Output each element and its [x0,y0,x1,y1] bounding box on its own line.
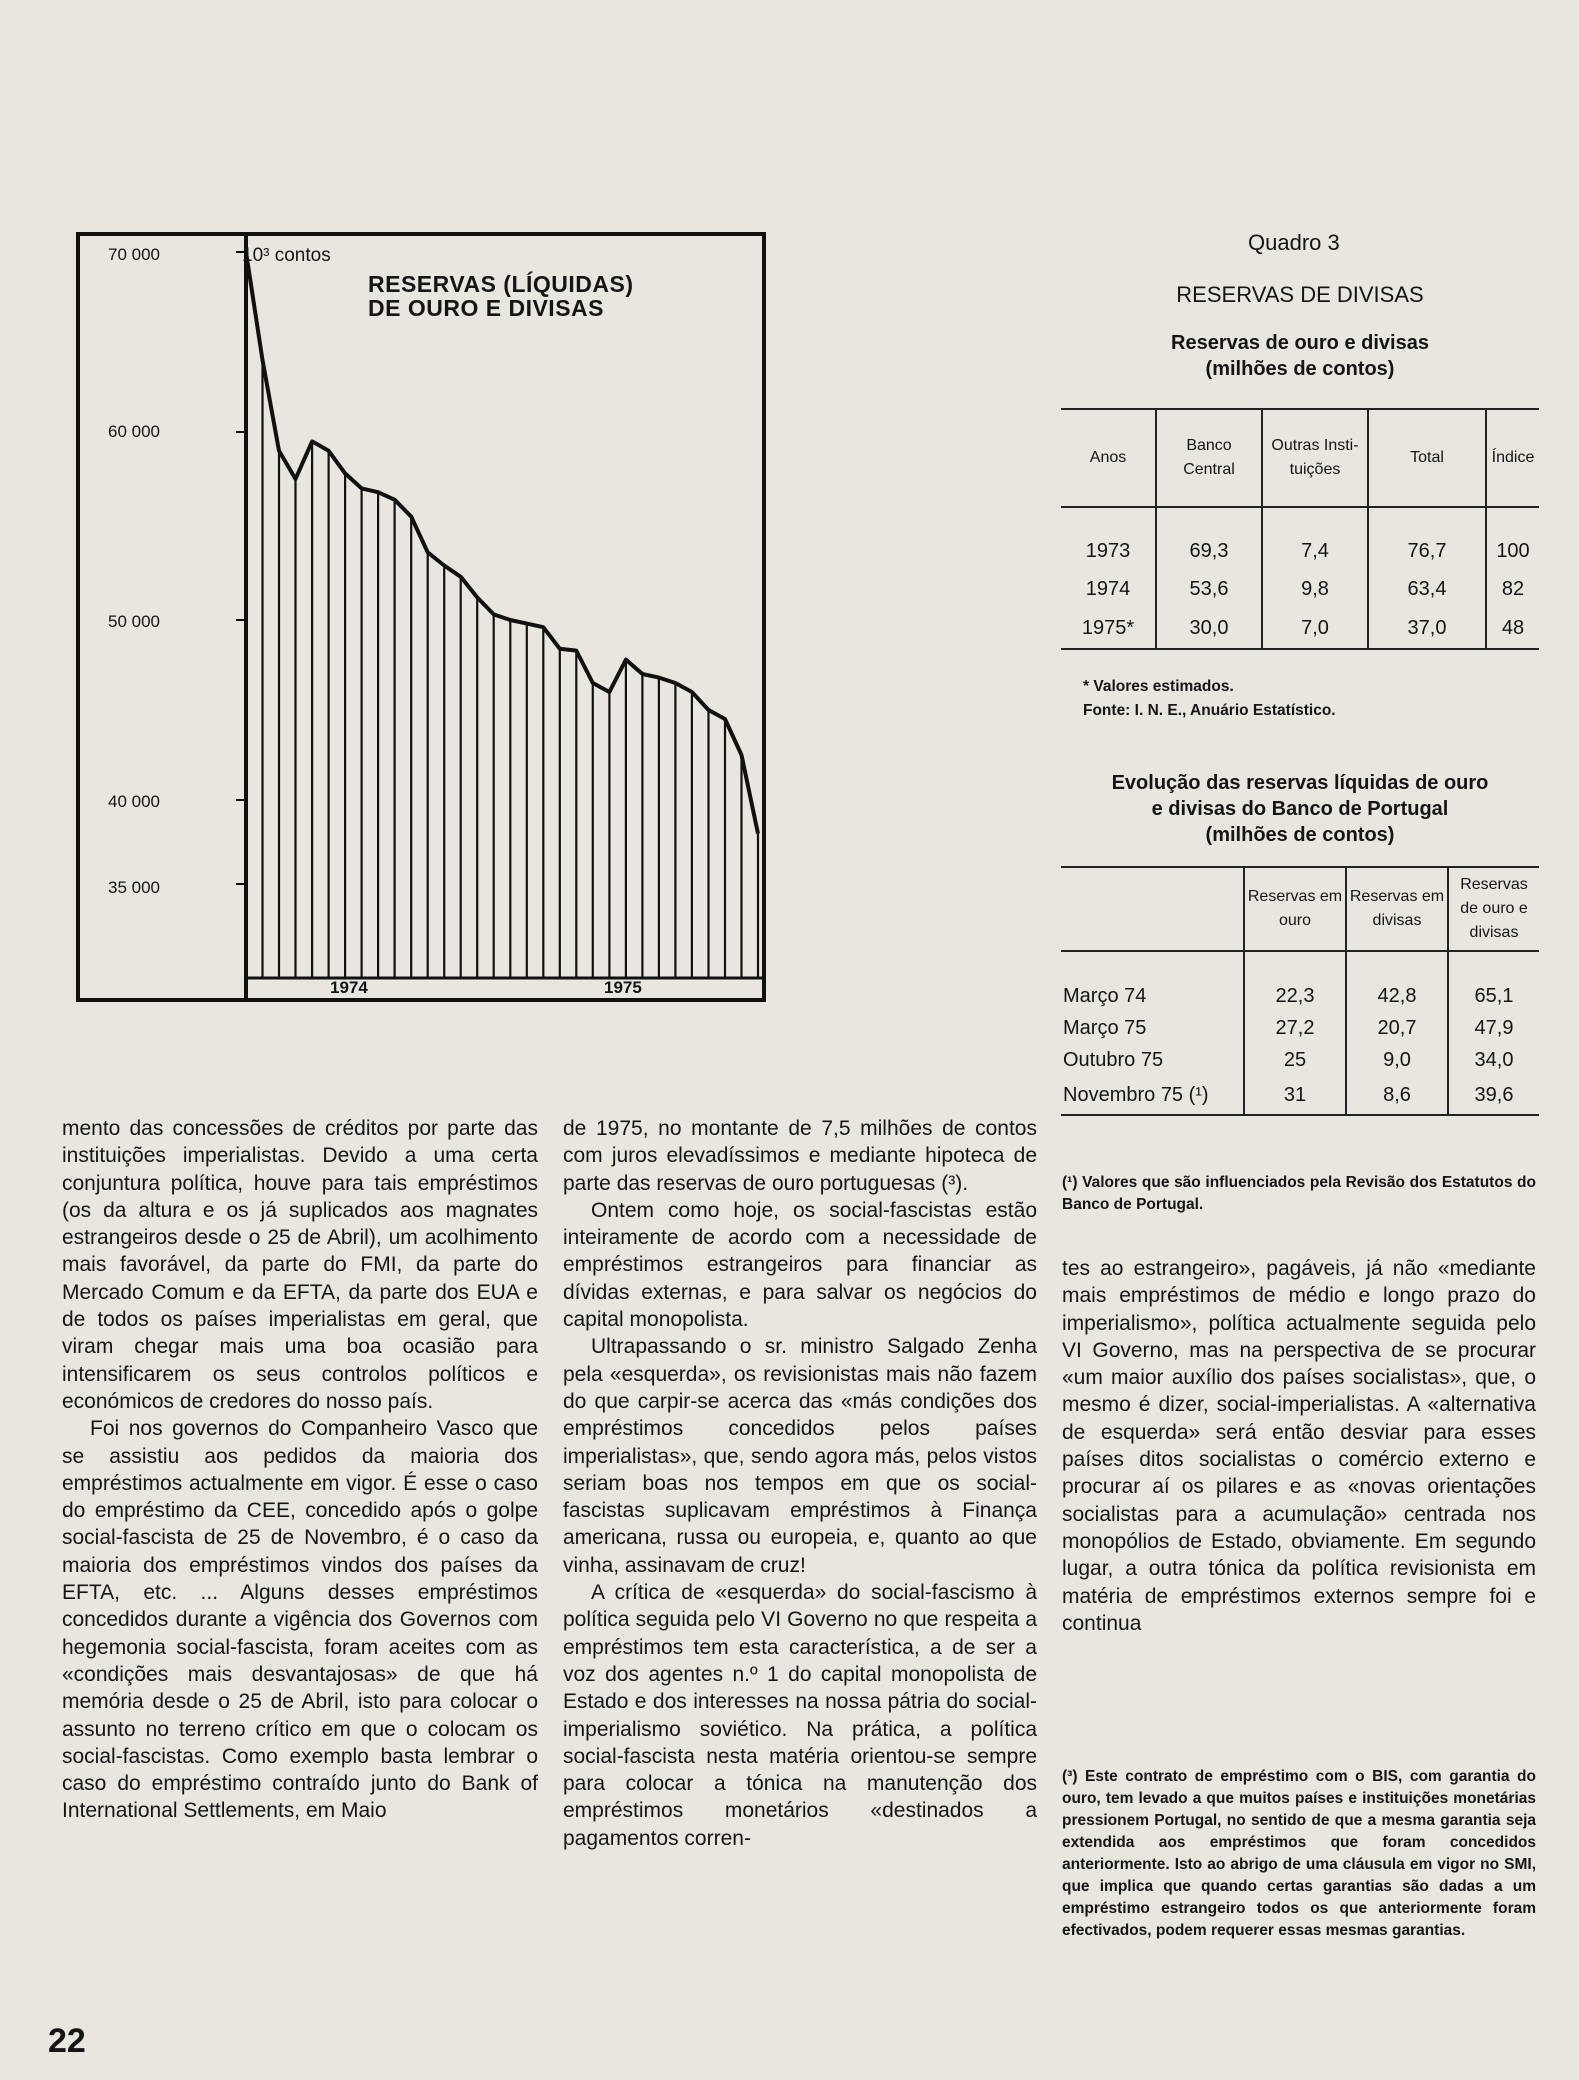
table2-title-line3: (milhões de contos) [1205,824,1395,846]
table2-title [1061,770,1539,848]
table-row [1061,1012,1539,1044]
paragraph: mento das concessões de créditos por parte das instituições imperialistas. Devido a uma certa conjuntura política, houve para tais empréstimos (os da altura e os já suplicados aos magnates estrangeiros desde o 25 de Abril), um acolhimento mais favorável, da parte do FMI, da parte do Mercado Comum e da EFTA, da parte dos EUA e de todos os países imperialistas em geral, que viram chegar mais uma boa ocasião para intensificarem os seus controlos políticos e económicos de credores do nosso país. [62,1117,538,1413]
table-cell: 65,1 [1448,980,1539,1012]
y-tick-label: 35 000 [108,878,160,897]
chart-title: RESERVAS (LÍQUIDAS) [368,271,634,297]
table-cell: Março 74 [1063,984,1147,1007]
chart-unit-label: 10³ contos [242,245,331,266]
table1-title-line2: (milhões de contos) [1205,358,1395,380]
quadro-subtitle: RESERVAS DE DIVISAS [1176,282,1424,307]
table-cell: 39,6 [1448,1076,1539,1115]
paragraph: A crítica de «esquerda» do social-fascismo à política seguida pelo VI Governo no que respeita a empréstimos tem esta característica, a de ser a voz dos agentes n.º 1 do capital monopolista de Estado e dos interesses na nossa pátria do social-imperialismo soviético. Na prática, a política social-fascista nesta matéria orientou-se sempre para colocar a tónica na manutenção dos empréstimos monetários «destinados a pagamentos corren- [563,1581,1037,1850]
table-row [1061,608,1539,649]
reserves-table [1061,408,1539,650]
table-cell: 20,7 [1346,1012,1448,1044]
table-header: Anos [1061,409,1156,507]
table-cell: 53,6 [1156,570,1262,608]
table-header [1061,867,1244,951]
table-header: Reservas de ouro e divisas [1448,867,1539,951]
table1-source: Fonte: I. N. E., Anuário Estatístico. [1083,702,1336,719]
text-column-1 [62,1115,538,1825]
chart-title-line2: DE OURO E DIVISAS [368,295,604,321]
paragraph: Ultrapassando o sr. ministro Salgado Zenha pela «esquerda», os revisionistas mais não fazem do que carpir-se acerca das «más condições dos empréstimos concedidos pelos países imperialistas», que, sendo agora más, pelos vistos seriam boas nos tempos em que os social-fascistas suplicavam empréstimos à Finança americana, russa ou europeia, e, quanto ao que vinha, assinavam de cruz! [563,1335,1037,1577]
table-cell: 37,0 [1368,608,1486,649]
table-cell: 47,9 [1448,1012,1539,1044]
table-cell: 76,7 [1368,532,1486,570]
table-cell: Outubro 75 [1063,1048,1164,1071]
table-header: Banco Central [1156,409,1262,507]
table1-title [1061,330,1539,382]
table-cell: 1974 [1085,577,1131,600]
table-header: Reservas em divisas [1346,867,1448,951]
chart-canvas [74,232,770,1012]
paragraph: tes ao estrangeiro», pagáveis, já não «mediante mais empréstimos de médio e longo prazo do imperialismo», política actualmente seguida pelo VI Governo, mas na perspectiva de se procurar «um maior auxílio dos países socialistas», que, o mesmo é dizer, social-imperialistas. A «alternativa de esquerda» será então desviar para esses países ditos socialistas o comércio externo e procurar aí os pilares e as «novas orientações socialistas para a acumulação» centrada nos monopólios de Estado, obviamente. Em segundo lugar, a outra tónica da política revisionista em matéria de empréstimos externos sempre foi e continua [1062,1257,1536,1635]
table-header: Reservas em ouro [1244,867,1346,951]
series-line [246,252,758,834]
reserves-chart [74,232,770,1012]
text-column-2 [563,1115,1037,1852]
table-cell: 31 [1244,1076,1346,1115]
table-cell: 48 [1486,608,1539,649]
table-cell: Novembro 75 (¹) [1061,1076,1244,1115]
y-tick-label: 60 000 [108,422,160,441]
table-cell: 100 [1486,532,1539,570]
table-row [1061,1044,1539,1076]
footnote-3: (³) Este contrato de empréstimo com o BIS, com garantia do ouro, tem levado a que muitos países e instituições monetárias pressionem Portugal, no sentido de que a mesma garantia seja extendida aos empréstimos que foram concedidos anteriormente. Isto ao abrigo de uma cláusula em vigor no SMI, que implica que quando certas garantias são dadas a um empréstimo estrangeiro todos os que anteriormente foram efectivados, podem requerer essas mesmas garantias. [1062,1768,1536,1939]
table-cell: 9,0 [1346,1044,1448,1076]
table-cell: 27,2 [1244,1012,1346,1044]
table-spacer-row [1061,951,1539,980]
table-header-row [1061,409,1539,507]
table-row [1061,532,1539,570]
table-cell: 34,0 [1448,1044,1539,1076]
table2-title-line2: e divisas do Banco de Portugal [1151,798,1449,820]
y-tick-label: 70 000 [108,245,160,264]
table-cell: 8,6 [1346,1076,1448,1115]
table-cell: 25 [1244,1044,1346,1076]
table-cell: 1975* [1061,608,1156,649]
table-cell: 22,3 [1244,980,1346,1012]
table2-footnote: (¹) Valores que são influenciados pela Revisão dos Estatutos do Banco de Portugal. [1062,1174,1536,1213]
table-cell: 7,0 [1262,608,1368,649]
table-row [1061,570,1539,608]
paragraph: Foi nos governos do Companheiro Vasco que se assistiu aos pedidos da maioria dos empréstimos actualmente em vigor. É esse o caso do empréstimo da CEE, concedido após o golpe social-fascista de 25 de Novembro, é o caso da maioria dos empréstimos vindos dos países da EFTA, etc. ... Alguns desses empréstimos concedidos durante a vigência dos Governos com hegemonia social-fascista, foram aceites com as «condições mais desvantajosas» de que há memória desde o 25 de Abril, isto para colocar o assunto no terreno crítico em que o colocam os social-fascistas. Como exemplo basta lembrar o caso do empréstimo contraído junto do Bank of International Settlements, em Maio [62,1417,538,1823]
x-label-1974: 1974 [330,978,368,997]
table-cell: 9,8 [1262,570,1368,608]
page-number: 22 [48,2022,86,2060]
table-header: Índice [1486,409,1539,507]
table-row [1061,1076,1539,1115]
table-spacer-row [1061,507,1539,532]
table-cell: 30,0 [1156,608,1262,649]
text-column-3 [1062,1255,1536,1637]
table-cell: 42,8 [1346,980,1448,1012]
bank-reserves-table [1061,866,1539,1116]
table-cell: Março 75 [1063,1016,1147,1039]
table1-note: * Valores estimados. [1083,678,1234,695]
quadro-label: Quadro 3 [1248,230,1340,255]
table-cell: 1973 [1085,539,1131,562]
y-tick-label: 50 000 [108,612,160,631]
table-cell: 7,4 [1262,532,1368,570]
x-label-1975: 1975 [604,978,642,997]
table-cell: 63,4 [1368,570,1486,608]
table-header: Outras Insti-tuições [1262,409,1368,507]
paragraph: de 1975, no montante de 7,5 milhões de contos com juros elevadíssimos e mediante hipoteca de parte das reservas de ouro portuguesas (³). [563,1117,1037,1195]
table-cell: 82 [1486,570,1539,608]
table-row [1061,980,1539,1012]
table-cell: 69,3 [1156,532,1262,570]
table2-title-line1: Evolução das reservas líquidas de ouro [1111,772,1489,794]
table-header: Total [1368,409,1486,507]
y-tick-label: 40 000 [108,792,160,811]
chart-frame [78,234,764,1000]
paragraph: Ontem como hoje, os social-fascistas estão inteiramente de acordo com a necessidade de empréstimos estrangeiros para financiar as dívidas externas, e para salvar os negócios do capital monopolista. [563,1198,1037,1332]
table1-title-line1: Reservas de ouro e divisas [1171,332,1429,354]
table-header-row [1061,867,1539,951]
